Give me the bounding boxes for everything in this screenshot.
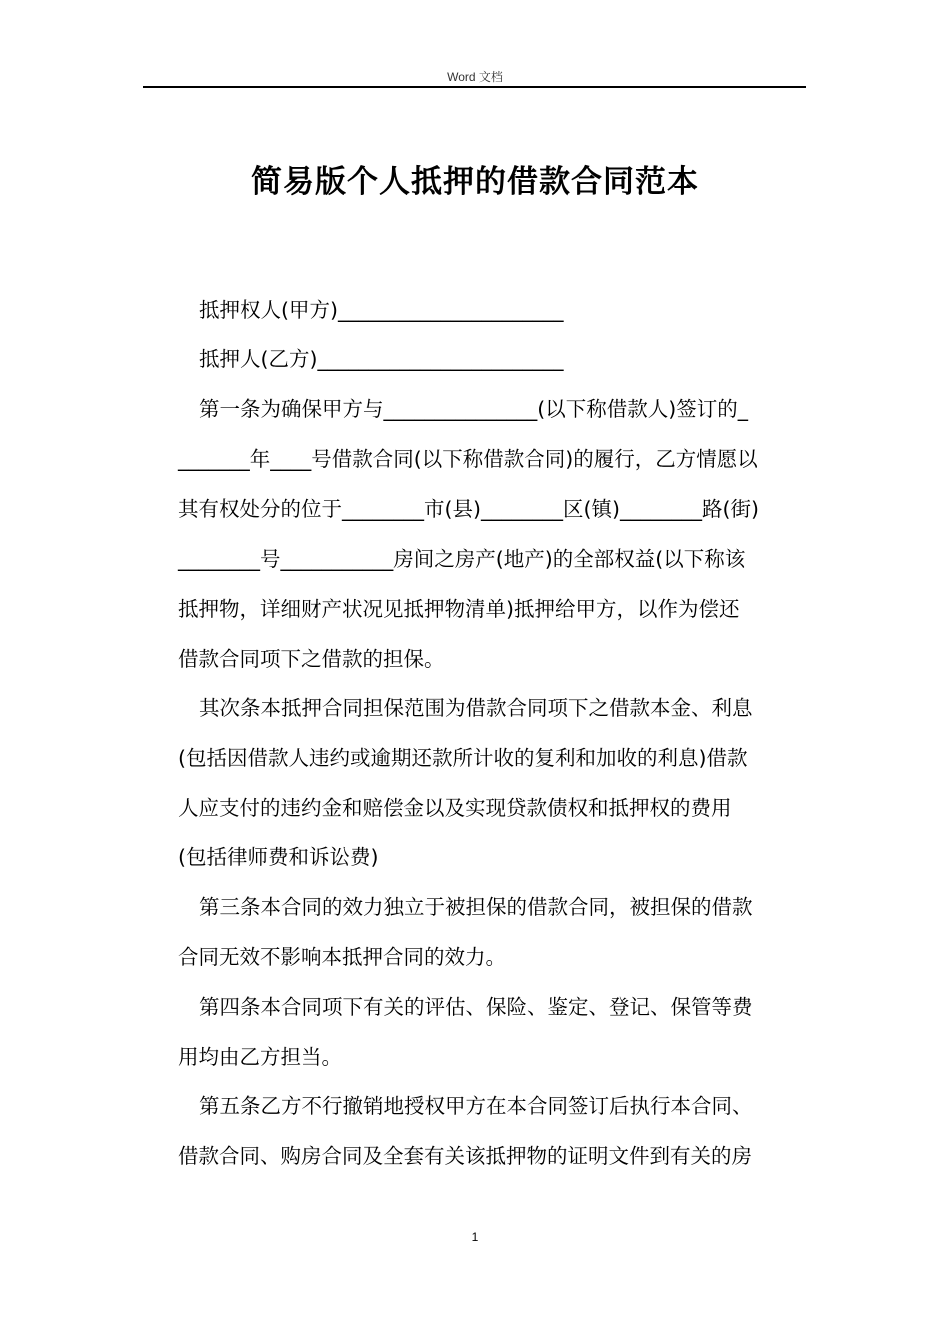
- article-4-line-2: 用均由乙方担当。: [178, 1045, 342, 1069]
- document-title: 简易版个人抵押的借款合同范本: [251, 164, 699, 200]
- article-5-line-1: 第五条乙方不行撤销地授权甲方在本合同签订后执行本合同、: [199, 1094, 753, 1118]
- article-1-line-1: 第一条为确保甲方与_______________(以下称借款人)签订的_: [199, 397, 748, 421]
- header-divider: [143, 86, 806, 88]
- mortgagee-line: 抵押权人(甲方)______________________: [199, 298, 564, 322]
- page-number: 1: [471, 1230, 479, 1244]
- article-3-line-1: 第三条本合同的效力独立于被担保的借款合同，被担保的借款: [199, 895, 753, 919]
- article-2-line-4: (包括律师费和诉讼费): [178, 845, 379, 869]
- article-1-line-3: 其有权处分的位于________市(县)________区(镇)________路(街): [178, 497, 759, 521]
- article-2-line-2: (包括因借款人违约或逾期还款所计收的复利和加收的利息)借款: [178, 746, 748, 770]
- page-header-label: Word 文档: [447, 70, 503, 84]
- article-3-line-2: 合同无效不影响本抵押合同的效力。: [178, 945, 506, 969]
- article-2-line-1: 其次条本抵押合同担保范围为借款合同项下之借款本金、利息: [199, 696, 753, 720]
- mortgagor-line: 抵押人(乙方)________________________: [199, 347, 564, 371]
- article-1-line-5: 抵押物，详细财产状况见抵押物清单)抵押给甲方，以作为偿还: [178, 597, 740, 621]
- article-2-line-3: 人应支付的违约金和赔偿金以及实现贷款债权和抵押权的费用: [178, 796, 732, 820]
- article-1-line-6: 借款合同项下之借款的担保。: [178, 647, 445, 671]
- article-1-line-2: _______年____号借款合同(以下称借款合同)的履行，乙方情愿以: [178, 447, 758, 471]
- article-5-line-2: 借款合同、购房合同及全套有关该抵押物的证明文件到有关的房: [178, 1144, 752, 1168]
- article-4-line-1: 第四条本合同项下有关的评估、保险、鉴定、登记、保管等费: [199, 995, 753, 1019]
- article-1-line-4: ________号___________房间之房产(地产)的全部权益(以下称该: [178, 547, 746, 571]
